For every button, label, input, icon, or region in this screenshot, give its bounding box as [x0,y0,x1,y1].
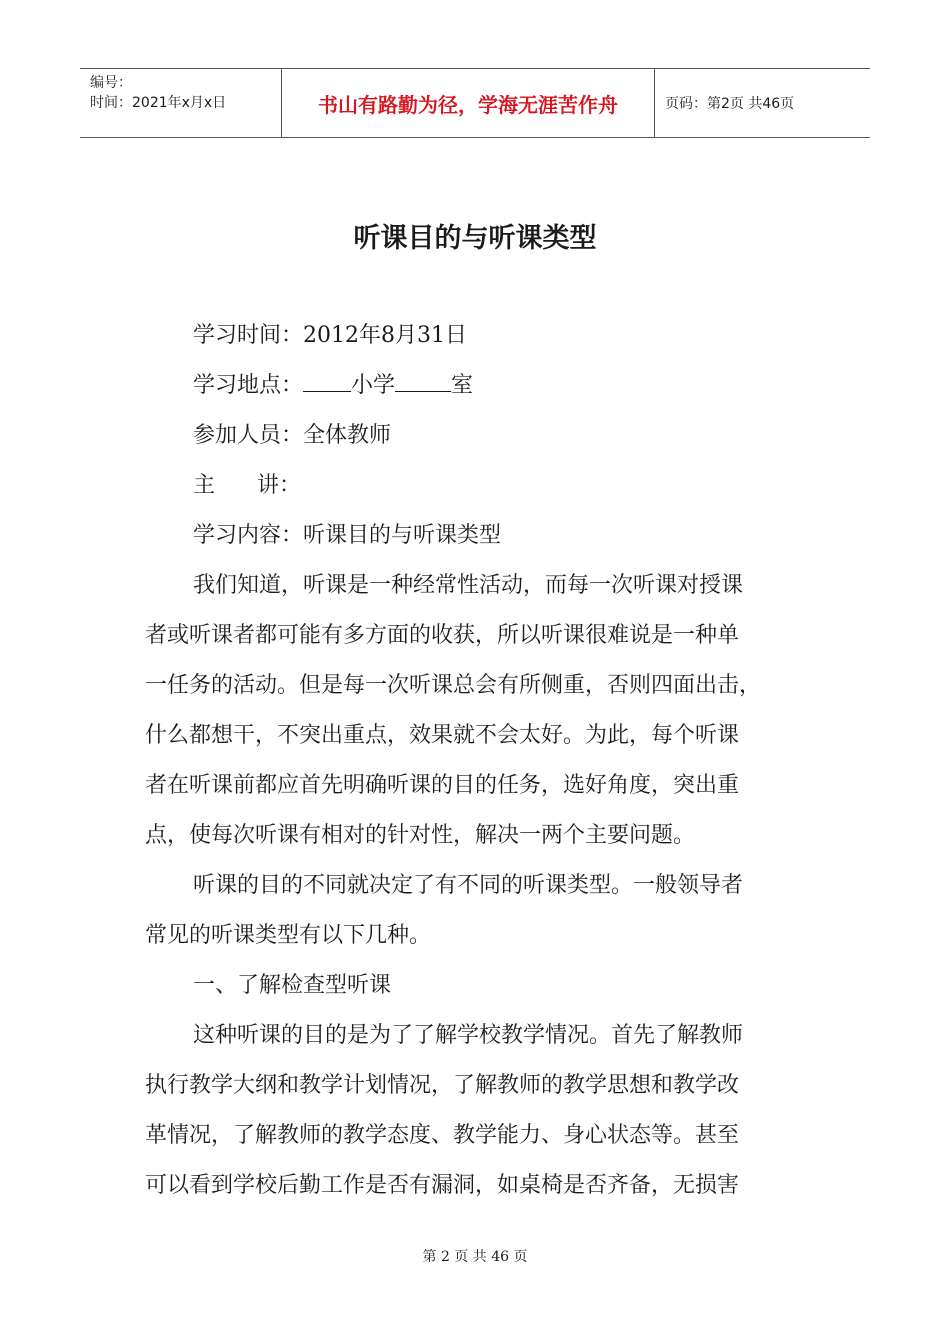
blank-underline [303,373,351,392]
header-number: 编号： [90,75,132,91]
header-motto: 书山有路勤为径，学海无涯苦作舟 [282,69,655,137]
body-line: 一任务的活动。但是每一次听课总会有所侧重，否则四面出击， [145,673,762,698]
meta-content: 学习内容：听课目的与听课类型 [193,523,502,548]
meta-place-suffix: 室 [451,373,474,398]
body-line: 听课的目的不同就决定了有不同的听课类型。一般领导者 [193,873,744,898]
meta-speaker: 主 讲： [193,473,301,498]
body-line: 者在听课前都应首先明确听课的目的任务，选好角度，突出重 [145,773,740,798]
body-line: 我们知道，听课是一种经常性活动，而每一次听课对授课 [193,573,744,598]
document-title: 听课目的与听课类型 [353,223,597,254]
body-line: 革情况，了解教师的教学态度、教学能力、身心状态等。甚至 [145,1123,740,1148]
section-heading: 一、了解检查型听课 [193,973,392,998]
body-line: 者或听课者都可能有多方面的收获，所以听课很难说是一种单 [145,623,740,648]
body-line: 常见的听课类型有以下几种。 [145,923,432,948]
header-date: 时间：2021年x月x日 [90,95,227,111]
body-line: 点，使每次听课有相对的针对性，解决一两个主要问题。 [145,823,696,848]
blank-underline [395,373,451,392]
meta-participants: 参加人员：全体教师 [193,423,392,448]
body-line: 可以看到学校后勤工作是否有漏洞，如桌椅是否齐备，无损害 [145,1173,740,1198]
page-footer: 第 2 页 共 46 页 [422,1249,528,1265]
body-line: 什么都想干，不突出重点，效果就不会太好。为此，每个听课 [145,723,740,748]
meta-place-prefix: 学习地点： [193,373,304,398]
meta-place-mid: 小学 [351,373,396,398]
meta-place [145,368,858,399]
body-line: 这种听课的目的是为了了解学校教学情况。首先了解教师 [193,1023,744,1048]
page-header [80,68,870,138]
header-page-info: 页码：第2页 共46页 [665,96,795,112]
body-line: 执行教学大纲和教学计划情况，了解教师的教学思想和教学改 [145,1073,740,1098]
meta-time: 学习时间：2012年8月31日 [193,323,467,348]
header-meta [80,69,282,137]
